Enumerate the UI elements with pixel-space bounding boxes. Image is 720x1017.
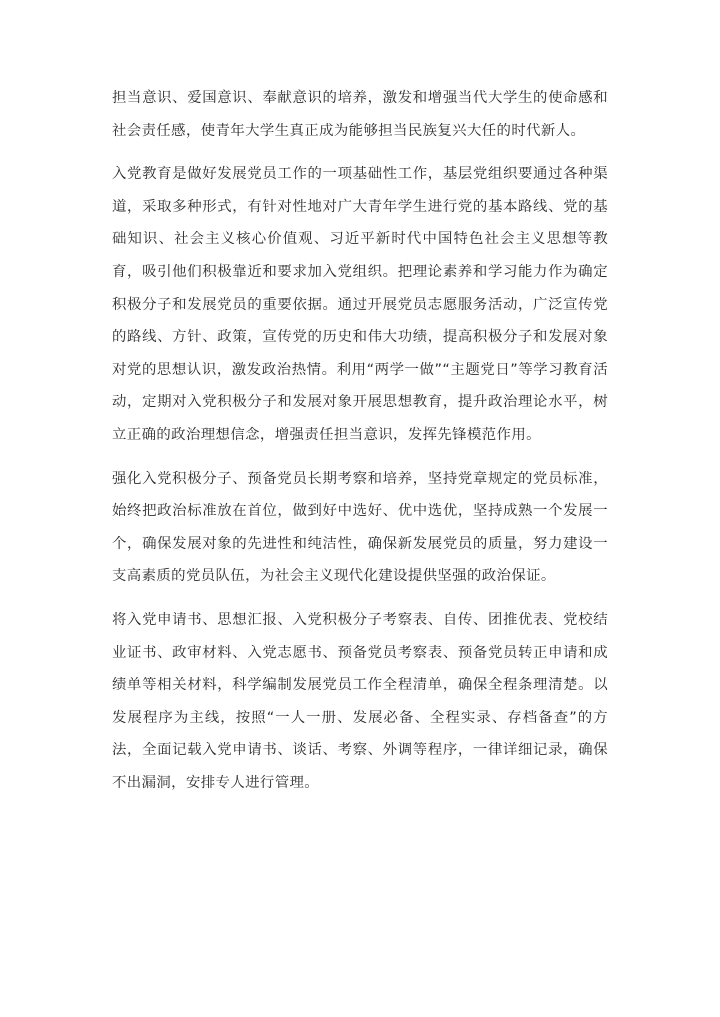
body-text bbox=[112, 82, 608, 799]
paragraph-3: 强化入党积极分子、预备党员长期考察和培养，坚持党章规定的党员标准，始终把政治标准放在首位，做到好中选好、优中选优，坚持成熟一个发展一个，确保发展对象的先进性和纯洁性，确保新发展党员的质量，努力建设一支高素质的党员队伍，为社会主义现代化建设提供坚强的政治保证。 bbox=[112, 470, 608, 585]
paragraph-4: 将入党申请书、思想汇报、入党积极分子考察表、自传、团推优表、党校结业证书、政审材料、入党志愿书、预备党员考察表、预备党员转正申请和成绩单等相关材料，科学编制发展党员工作全程清单，确保全程条理清楚。以发展程序为主线，按照“一人一册、发展必备、全程实录、存档备查”的方法，全面记载入党申请书、谈话、考察、外调等程序，一律详细记录，确保不出漏洞，安排专人进行管理。 bbox=[112, 611, 608, 791]
paragraph-2: 入党教育是做好发展党员工作的一项基础性工作，基层党组织要通过各种渠道，采取多种形式，有针对性地对广大青年学生进行党的基本路线、党的基础知识、社会主义核心价值观、习近平新时代中国特色社会主义思想等教育，吸引他们积极靠近和要求加入党组织。把理论素养和学习能力作为确定积极分子和发展党员的重要依据。通过开展党员志愿服务活动，广泛宣传党的路线、方针、政策，宣传党的历史和伟大功绩，提高积极分子和发展对象对党的思想认识，激发政治热情。利用“两学一做”“主题党日”等学习教育活动，定期对入党积极分子和发展对象开展思想教育，提升政治理论水平，树立正确的政治理想信念，增强责任担当意识，发挥先锋模范作用。 bbox=[112, 166, 608, 443]
paragraph-1: 担当意识、爱国意识、奉献意识的培养，激发和增强当代大学生的使命感和社会责任感，使青年大学生真正成为能够担当民族复兴大任的时代新人。 bbox=[112, 90, 608, 139]
